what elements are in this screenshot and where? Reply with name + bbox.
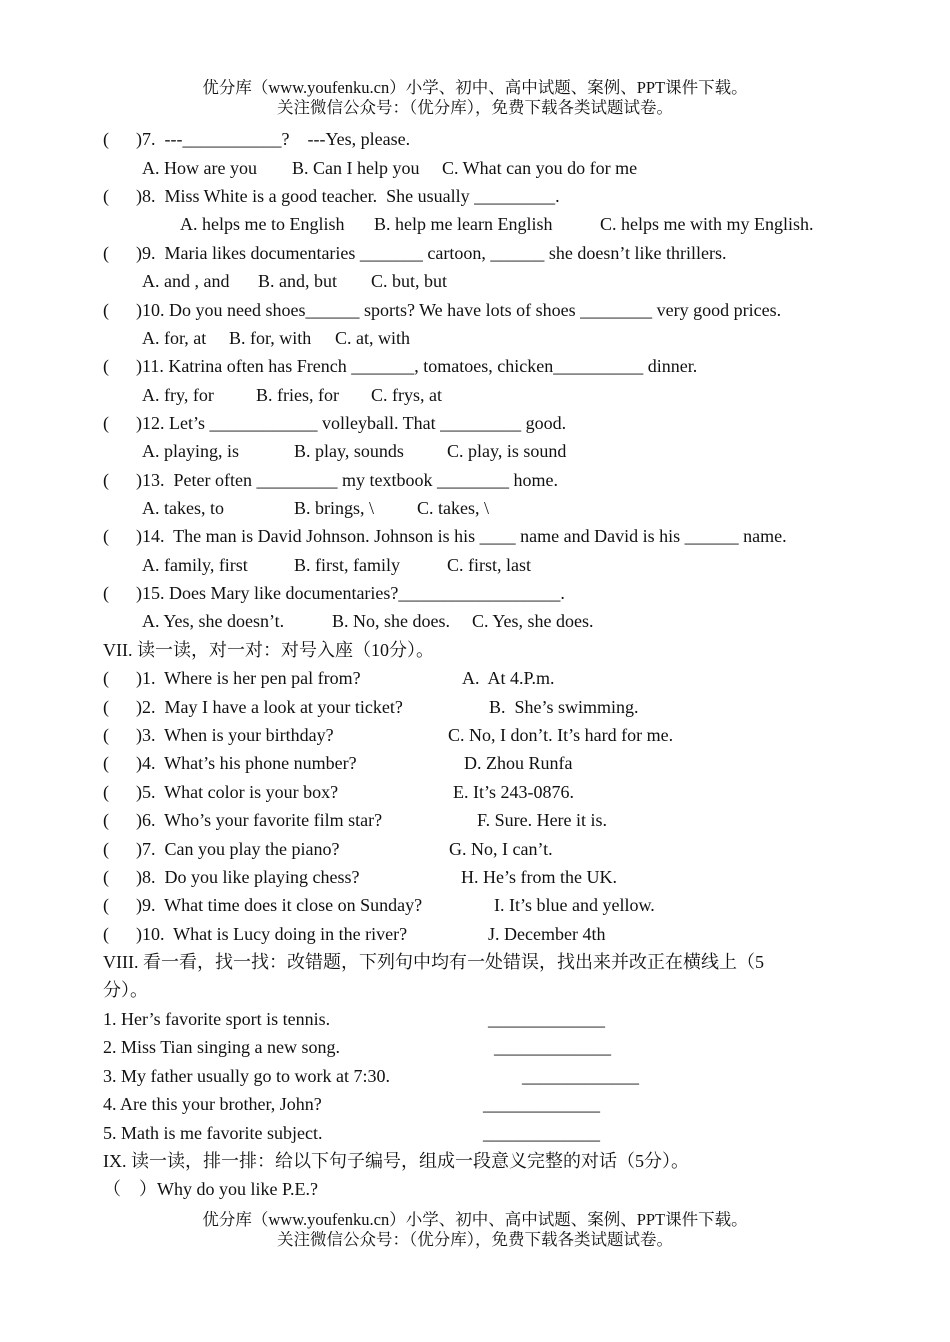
match-question: ( )3. When is your birthday?: [103, 725, 334, 745]
mc-option-c: C. but, but: [371, 271, 448, 291]
correction-blank[interactable]: _____________: [488, 1009, 605, 1029]
section-8-title: VIII. 看一看，找一找：改错题，下列句中均有一处错误，找出来并改正在横线上（5: [103, 952, 764, 972]
mc-question-text: ( )7. ---___________? ---Yes, please.: [103, 129, 411, 149]
correction-sentence: 1. Her’s favorite sport is tennis.: [103, 1009, 331, 1029]
match-question: ( )9. What time does it close on Sunday?: [103, 895, 423, 915]
correction-sentence: 4. Are this your brother, John?: [103, 1094, 322, 1114]
match-answer: G. No, I can’t.: [449, 839, 553, 859]
mc-option-a: A. helps me to English: [180, 214, 345, 234]
mc-option-c: C. at, with: [335, 328, 410, 348]
mc-option-b: B. No, she does.: [332, 611, 450, 631]
match-answer: A. At 4.P.m.: [462, 668, 555, 688]
footer-line-1: 优分库（www.youfenku.cn）小学、初中、高中试题、案例、PPT课件下载。: [202, 1210, 748, 1229]
mc-question-text: ( )14. The man is David Johnson. Johnson is his ____ name and David is his ______ name.: [103, 526, 787, 546]
match-answer: C. No, I don’t. It’s hard for me.: [448, 725, 674, 745]
match-answer: J. December 4th: [488, 924, 606, 944]
mc-question-text: ( )10. Do you need shoes______ sports? We have lots of shoes ________ very good prices.: [103, 300, 782, 320]
mc-option-b: B. Can I help you: [292, 158, 420, 178]
mc-option-a: A. Yes, she doesn’t.: [142, 611, 285, 631]
correction-sentence: 2. Miss Tian singing a new song.: [103, 1037, 341, 1057]
mc-option-b: B. fries, for: [256, 385, 339, 405]
correction-blank[interactable]: _____________: [522, 1066, 639, 1086]
correction-sentence: 5. Math is me favorite subject.: [103, 1123, 323, 1143]
match-answer: B. She’s swimming.: [489, 697, 639, 717]
match-answer: H. He’s from the UK.: [461, 867, 617, 887]
match-answer: F. Sure. Here it is.: [477, 810, 608, 830]
mc-option-a: A. playing, is: [142, 441, 239, 461]
mc-option-a: A. takes, to: [142, 498, 224, 518]
correction-sentence: 3. My father usually go to work at 7:30.: [103, 1066, 390, 1086]
mc-option-a: A. for, at: [142, 328, 207, 348]
mc-option-b: B. for, with: [229, 328, 312, 348]
mc-option-c: C. first, last: [447, 555, 531, 575]
mc-question-text: ( )13. Peter often _________ my textbook ________ home.: [103, 470, 558, 490]
match-question: ( )5. What color is your box?: [103, 782, 339, 802]
correction-blank[interactable]: _____________: [483, 1094, 600, 1114]
match-answer: D. Zhou Runfa: [464, 753, 573, 773]
match-question: ( )1. Where is her pen pal from?: [103, 668, 361, 688]
ordering-item: （ ）Why do you like P.E.?: [103, 1179, 318, 1199]
mc-question-text: ( )11. Katrina often has French _______, tomatoes, chicken__________ dinner.: [103, 356, 698, 376]
mc-option-b: B. play, sounds: [294, 441, 404, 461]
mc-option-c: C. Yes, she does.: [472, 611, 594, 631]
section-9-title: IX. 读一读，排一排：给以下句子编号，组成一段意义完整的对话（5分）。: [103, 1151, 689, 1171]
correction-blank[interactable]: _____________: [494, 1037, 611, 1057]
mc-option-c: C. helps me with my English.: [600, 214, 814, 234]
mc-option-b: B. first, family: [294, 555, 400, 575]
match-question: ( )6. Who’s your favorite film star?: [103, 810, 383, 830]
mc-option-c: C. takes, \: [417, 498, 489, 518]
mc-option-b: B. and, but: [258, 271, 337, 291]
mc-option-b: B. brings, \: [294, 498, 375, 518]
mc-question-text: ( )9. Maria likes documentaries _______ cartoon, ______ she doesn’t like thrillers.: [103, 243, 727, 263]
match-question: ( )4. What’s his phone number?: [103, 753, 357, 773]
match-answer: I. It’s blue and yellow.: [494, 895, 655, 915]
section-8-title-cont: 分）。: [103, 980, 148, 1000]
section-7-title: VII. 读一读，对一对：对号入座（10分）。: [103, 640, 434, 660]
match-question: ( )2. May I have a look at your ticket?: [103, 697, 403, 717]
mc-question-text: ( )15. Does Mary like documentaries?__________________.: [103, 583, 565, 603]
match-question: ( )8. Do you like playing chess?: [103, 867, 360, 887]
match-question: ( )10. What is Lucy doing in the river?: [103, 924, 408, 944]
mc-option-b: B. help me learn English: [374, 214, 553, 234]
match-answer: E. It’s 243-0876.: [453, 782, 574, 802]
match-question: ( )7. Can you play the piano?: [103, 839, 340, 859]
footer-line-2: 关注微信公众号：（优分库），免费下载各类试题试卷。: [277, 1230, 673, 1249]
correction-blank[interactable]: _____________: [483, 1123, 600, 1143]
mc-option-a: A. and , and: [142, 271, 230, 291]
mc-option-c: C. play, is sound: [447, 441, 567, 461]
header-line-1: 优分库（www.youfenku.cn）小学、初中、高中试题、案例、PPT课件下载。: [202, 78, 748, 97]
mc-option-a: A. fry, for: [142, 385, 214, 405]
mc-option-a: A. family, first: [142, 555, 248, 575]
mc-question-text: ( )12. Let’s ____________ volleyball. That _________ good.: [103, 413, 567, 433]
mc-option-c: C. What can you do for me: [442, 158, 638, 178]
mc-option-c: C. frys, at: [371, 385, 442, 405]
header-line-2: 关注微信公众号：（优分库），免费下载各类试题试卷。: [277, 98, 673, 117]
mc-question-text: ( )8. Miss White is a good teacher. She usually _________.: [103, 186, 560, 206]
mc-option-a: A. How are you: [142, 158, 257, 178]
